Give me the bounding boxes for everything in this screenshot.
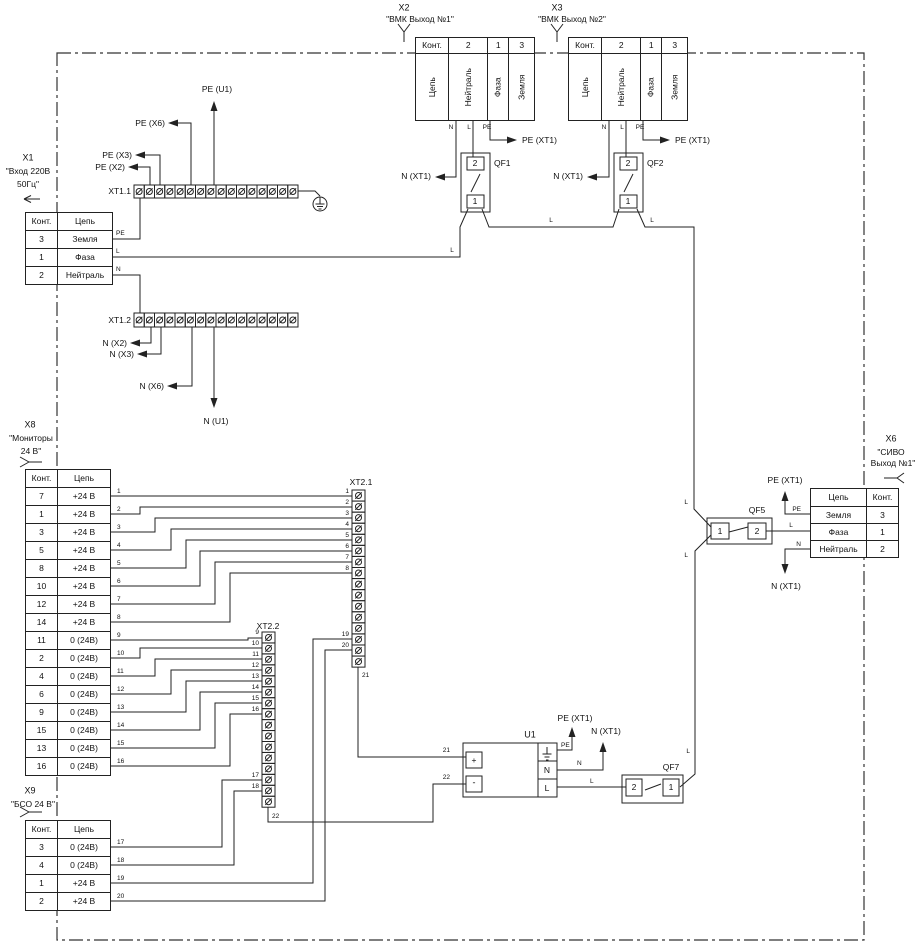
table-row (26, 267, 113, 285)
table-row (26, 758, 111, 776)
wire-number: 17 (251, 771, 259, 779)
circuit-row (569, 54, 688, 121)
circuit-cell (449, 54, 488, 121)
table-row (811, 541, 899, 558)
net-tag: PE (XT1) (767, 474, 803, 485)
table-cell: 1 (26, 249, 58, 267)
wire-number: 12 (251, 661, 259, 669)
table-cell: 10 (26, 578, 58, 596)
net-tag: L (450, 246, 454, 254)
terminal-block-xt2-2 (262, 632, 275, 807)
net-tag: N (796, 540, 801, 548)
psu-terminal-minus: - (472, 777, 476, 788)
table-cell: 4 (26, 668, 58, 686)
connector-symbol-x3 (551, 24, 563, 42)
wire-number: 16 (117, 757, 125, 765)
circuit-label: Земля (516, 74, 527, 100)
wire-number: 21 (362, 671, 370, 679)
connector-name-x9: "БСО 24 В" (11, 798, 55, 809)
table-cell: 3 (26, 524, 58, 542)
table-row (26, 542, 111, 560)
table-cell: 1 (26, 875, 58, 893)
net-tag: L (650, 216, 654, 224)
wire-number: 3 (345, 509, 349, 517)
net-tag: L (684, 498, 688, 506)
connector-symbol-x1 (24, 196, 40, 203)
table-cell: 16 (26, 758, 58, 776)
connector-ref-x1: X1 (22, 152, 34, 163)
connector-table-x9 (25, 820, 111, 911)
net-tag: PE (XT1) (675, 134, 710, 145)
table-row (26, 668, 111, 686)
table-row (26, 506, 111, 524)
col-header: Конт. (26, 470, 58, 488)
wire-number: 10 (117, 649, 125, 657)
breaker-ref-qf5: QF5 (748, 504, 766, 515)
net-tag: L (686, 747, 690, 755)
circuit-label: Нейтраль (462, 67, 473, 107)
wire-number: 8 (117, 613, 121, 621)
wire-number: 6 (345, 542, 349, 550)
connector-table-x3 (568, 37, 688, 121)
wire-number: 17 (117, 838, 125, 846)
table-cell: 8 (26, 560, 58, 578)
wire-number: 22 (442, 773, 450, 781)
net-tag: L (789, 521, 793, 529)
net-tag: PE (561, 741, 570, 749)
pin-cell: 3 (509, 38, 535, 54)
table-cell: 3 (26, 231, 58, 249)
table-cell: 5 (26, 542, 58, 560)
pin-cell: 1 (641, 38, 662, 54)
circuit-row (416, 54, 535, 121)
circuit-label: Фаза (645, 77, 656, 97)
table-cell: 0 (24В) (58, 632, 111, 650)
col-header: Цепь (58, 821, 111, 839)
wire-number: 13 (251, 672, 259, 680)
breaker-terminal: 1 (472, 195, 478, 206)
terminal-block-xt1-1 (134, 185, 298, 198)
table-cell: Фаза (58, 249, 113, 267)
table-cell: 2 (26, 650, 58, 668)
connector-name-x3: "ВМК Выход №2" (538, 13, 606, 24)
table-row (26, 249, 113, 267)
circuit-cell (602, 54, 641, 121)
net-tag: PE (XT1) (557, 712, 593, 723)
table-cell: 12 (26, 596, 58, 614)
table-cell: 2 (867, 541, 899, 558)
col-header: Конт. (867, 489, 899, 507)
table-cell: +24 В (58, 875, 111, 893)
table-cell: 6 (26, 686, 58, 704)
corner-header: Конт. (569, 38, 602, 54)
circuit-label: Фаза (492, 77, 503, 97)
breaker-terminal: 2 (631, 781, 637, 792)
table-cell: 1 (867, 524, 899, 541)
table-row (26, 596, 111, 614)
wire-number: 9 (117, 631, 121, 639)
breaker-terminal: 1 (668, 781, 674, 792)
table-row (26, 857, 111, 875)
wire-number: 15 (117, 739, 125, 747)
connector-table-x8 (25, 469, 111, 776)
table-cell: 0 (24В) (58, 722, 111, 740)
pin-cell: 2 (602, 38, 641, 54)
table-cell: 2 (26, 893, 58, 911)
net-tag: PE (X3) (102, 149, 132, 160)
table-header-row (26, 213, 113, 231)
circuit-cell (662, 54, 688, 121)
table-cell: +24 В (58, 488, 111, 506)
connector-table-x1 (25, 212, 113, 285)
table-cell: 0 (24В) (58, 839, 111, 857)
net-tag: L (116, 247, 120, 255)
breaker-terminal: 1 (717, 525, 723, 536)
table-row (811, 507, 899, 524)
wire-number: 20 (117, 892, 125, 900)
connector-symbol-x8 (20, 457, 42, 467)
breaker-terminal: 2 (472, 157, 478, 168)
net-tag: N (XT1) (591, 725, 621, 736)
net-tag: N (XT1) (401, 170, 431, 181)
table-row (26, 524, 111, 542)
wire-number: 2 (117, 505, 121, 513)
table-cell: 0 (24В) (58, 740, 111, 758)
wire-number: 15 (251, 694, 259, 702)
net-tag: L (620, 123, 624, 131)
psu-u1-symbol (463, 743, 557, 797)
table-cell: Фаза (811, 524, 867, 541)
breaker-ref-qf1: QF1 (494, 157, 511, 168)
wire-number: 14 (251, 683, 259, 691)
table-cell: 4 (26, 857, 58, 875)
table-row (26, 686, 111, 704)
psu-ref-u1: U1 (524, 729, 536, 740)
table-cell: Нейтраль (58, 267, 113, 285)
pin-cell: 1 (488, 38, 509, 54)
net-tag: N (577, 759, 582, 767)
terminal-block-ref-xt21: XT2.1 (349, 476, 373, 487)
table-cell: 3 (26, 839, 58, 857)
table-cell: +24 В (58, 614, 111, 632)
table-cell: 0 (24В) (58, 704, 111, 722)
net-tag: PE (482, 123, 492, 131)
table-header-row (26, 470, 111, 488)
table-row (26, 632, 111, 650)
wire-number: 1 (345, 487, 349, 495)
wire-number: 5 (345, 531, 349, 539)
pin-row (416, 38, 535, 54)
net-tag: PE (116, 229, 125, 237)
circuit-header (569, 54, 602, 121)
connector-name-x8: "Мониторы (9, 432, 53, 443)
wire-number: 5 (117, 559, 121, 567)
table-cell: Нейтраль (811, 541, 867, 558)
wire-number: 11 (117, 667, 124, 675)
net-tag: PE (635, 123, 645, 131)
table-cell: 0 (24В) (58, 857, 111, 875)
ground-symbol (313, 197, 327, 211)
connector-name-x2: "ВМК Выход №1" (386, 13, 454, 24)
terminal-block-ref-xt22: XT2.2 (256, 620, 280, 631)
table-cell: 15 (26, 722, 58, 740)
net-tag: PE (792, 505, 801, 513)
net-tag: L (684, 551, 688, 559)
table-row (26, 560, 111, 578)
table-row (26, 488, 111, 506)
net-tag: N (X6) (139, 380, 164, 391)
wire-number: 6 (117, 577, 121, 585)
wire-number: 20 (341, 641, 349, 649)
table-row (811, 524, 899, 541)
wire-number: 8 (345, 564, 349, 572)
table-cell: +24 В (58, 506, 111, 524)
connector-symbol-x6 (884, 473, 904, 483)
net-tag: N (601, 123, 607, 131)
table-row (26, 839, 111, 857)
net-tag: N (448, 123, 454, 131)
net-tag: N (116, 265, 121, 273)
table-row (26, 722, 111, 740)
table-row (26, 650, 111, 668)
terminal-block-xt1-2 (134, 313, 298, 327)
wire-number: 16 (251, 705, 259, 713)
net-tag: PE (XT1) (522, 134, 557, 145)
wire-number: 14 (117, 721, 125, 729)
table-cell: 13 (26, 740, 58, 758)
table-row (26, 875, 111, 893)
pin-cell: 3 (662, 38, 688, 54)
circuit-label: Земля (669, 74, 680, 100)
breaker-terminal: 1 (625, 195, 631, 206)
table-row (26, 231, 113, 249)
table-cell: 3 (867, 507, 899, 524)
net-tag: L (549, 216, 553, 224)
connector-table-x2 (415, 37, 535, 121)
net-tag: N (U1) (203, 415, 229, 426)
wire-number: 4 (345, 520, 349, 528)
breaker-terminal: 2 (625, 157, 631, 168)
table-row (26, 704, 111, 722)
connector-ref-x2: X2 (398, 2, 410, 13)
table-cell: 1 (26, 506, 58, 524)
col-header: Конт. (26, 821, 58, 839)
psu-terminal-plus: + (471, 754, 477, 765)
breaker-terminal: 2 (754, 525, 760, 536)
connector-ref-x9: X9 (24, 785, 36, 796)
pin-cell: 2 (449, 38, 488, 54)
table-header-row (26, 821, 111, 839)
net-tag: N (XT1) (771, 580, 801, 591)
table-cell: 9 (26, 704, 58, 722)
breaker-ref-qf2: QF2 (647, 157, 664, 168)
psu-terminal-l: L (544, 782, 550, 793)
net-tag: L (467, 123, 471, 131)
table-cell: +24 В (58, 560, 111, 578)
col-header: Конт. (26, 213, 58, 231)
table-cell: +24 В (58, 893, 111, 911)
net-tag: N (X2) (102, 337, 127, 348)
wire-number: 13 (117, 703, 125, 711)
arrowheads (128, 101, 789, 752)
table-cell: 0 (24В) (58, 650, 111, 668)
net-tag: PE (U1) (201, 83, 233, 94)
connector-table-x6 (810, 488, 899, 558)
net-tag: N (X3) (109, 348, 134, 359)
terminal-block-ref-xt12: XT1.2 (108, 314, 131, 325)
wire-number: 9 (255, 628, 259, 636)
pin-row (569, 38, 688, 54)
table-row (26, 614, 111, 632)
wire-number: 7 (345, 553, 349, 561)
circuit-header-label: Цепь (579, 76, 590, 98)
wire-number: 1 (117, 487, 121, 495)
table-header-row (811, 489, 899, 507)
table-cell: +24 В (58, 578, 111, 596)
net-tag: N (XT1) (553, 170, 583, 181)
wire-number: 3 (117, 523, 121, 531)
col-header: Цепь (58, 470, 111, 488)
net-tag: PE (X6) (135, 117, 165, 128)
connector-name-x1: "Вход 220В (5, 165, 51, 176)
wire-number: 19 (341, 630, 349, 638)
connector-name-x1: 50Гц" (17, 178, 39, 189)
table-row (26, 578, 111, 596)
table-cell: 0 (24В) (58, 686, 111, 704)
breaker-ref-qf7: QF7 (662, 761, 680, 772)
table-cell: 0 (24В) (58, 668, 111, 686)
net-tag: L (590, 777, 594, 785)
terminal-block-xt2-1 (352, 490, 365, 667)
table-row (26, 740, 111, 758)
connector-name-x6: Выход №1" (870, 457, 916, 468)
connector-ref-x8: X8 (24, 419, 36, 430)
circuit-label: Нейтраль (615, 67, 626, 107)
table-cell: +24 В (58, 542, 111, 560)
wires (110, 111, 810, 901)
table-cell: Земля (58, 231, 113, 249)
connector-symbol-x2 (398, 24, 410, 42)
circuit-cell (509, 54, 535, 121)
table-cell: 0 (24В) (58, 758, 111, 776)
connector-ref-x6: X6 (885, 433, 897, 444)
table-cell: 14 (26, 614, 58, 632)
connector-name-x6: "СИВО (877, 446, 905, 457)
wire-number: 22 (272, 812, 280, 820)
corner-header: Конт. (416, 38, 449, 54)
terminal-block-ref-xt11: XT1.1 (108, 185, 131, 196)
wire-number: 4 (117, 541, 121, 549)
wire-number: 18 (251, 782, 259, 790)
psu-terminal-n: N (543, 764, 551, 775)
net-tag: PE (X2) (95, 161, 125, 172)
table-cell: +24 В (58, 524, 111, 542)
wire-number: 19 (117, 874, 125, 882)
connector-name-x8: 24 В" (20, 445, 42, 456)
table-cell: 2 (26, 267, 58, 285)
col-header: Цепь (58, 213, 113, 231)
table-cell: 11 (26, 632, 58, 650)
col-header: Цепь (811, 489, 867, 507)
table-cell: +24 В (58, 596, 111, 614)
connector-ref-x3: X3 (551, 2, 563, 13)
wire-number: 7 (117, 595, 121, 603)
circuit-header (416, 54, 449, 121)
wire-number: 2 (345, 498, 349, 506)
wire-number: 11 (252, 650, 259, 658)
table-cell: Земля (811, 507, 867, 524)
wire-number: 18 (117, 856, 125, 864)
wire-number: 10 (251, 639, 259, 647)
circuit-cell (641, 54, 662, 121)
wire-number: 12 (117, 685, 125, 693)
table-row (26, 893, 111, 911)
circuit-cell (488, 54, 509, 121)
wire-number: 21 (442, 746, 450, 754)
circuit-header-label: Цепь (426, 76, 437, 98)
table-cell: 7 (26, 488, 58, 506)
